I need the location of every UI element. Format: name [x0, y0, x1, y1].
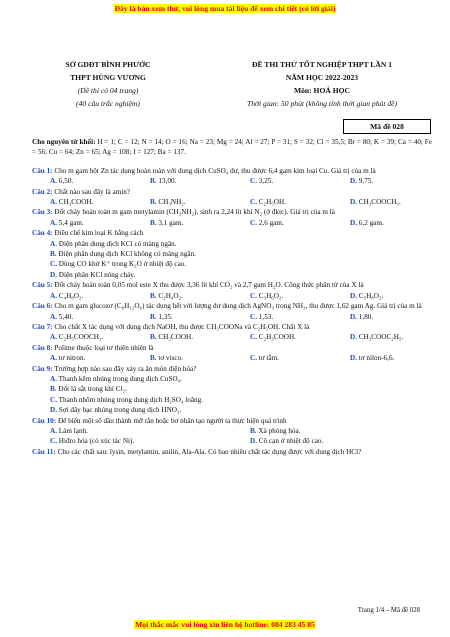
option-d[interactable]: D. 9,75.: [350, 177, 374, 186]
option-b[interactable]: B. 13,00.: [150, 177, 177, 186]
option-d[interactable]: D. 1,80.: [350, 312, 374, 321]
exam-code-box: Mã đề 028: [343, 119, 431, 134]
option-d[interactable]: D. tơ nilon-6,6.: [350, 354, 395, 363]
question-label: Câu 6:: [32, 302, 53, 311]
option-d[interactable]: D. 6,2 gam.: [350, 218, 384, 227]
top-banner-text: Đây là bản xem thử, vui lòng mua tài liệu để xem chi tiết (có lời giải): [114, 4, 336, 13]
question-9: [32, 364, 432, 374]
question-11: [32, 447, 432, 457]
question-label: Câu 11:: [32, 447, 56, 456]
question-label: Câu 5:: [32, 281, 53, 290]
bottom-banner: [0, 620, 450, 629]
page-footer: Trang 1/4 – Mã đề 028: [357, 607, 420, 614]
question-text: Đốt cháy hoàn toàn 0,05 mol este X thu được 3,36 lít khí CO₂ và 2,7 gam H₂O. Công thức phân tử của X là: [52, 281, 364, 290]
option-c[interactable]: C. 1,53.: [250, 312, 274, 321]
option-c[interactable]: C. Hiđro hóa (có xúc tác Ni).: [50, 437, 135, 446]
question-label: Câu 2:: [32, 187, 53, 196]
option-c[interactable]: C. C₂H₅OH.: [250, 198, 286, 207]
question-text: Điều chế kim loại K bằng cách: [52, 229, 144, 238]
question-5: [32, 280, 432, 290]
question-label: Câu 4:: [32, 229, 53, 238]
question-text: Chất nào sau đây là amin?: [52, 187, 131, 196]
atomic-mass-values: H = 1; C = 12; N = 14; O = 16; Na = 23; Mg = 24; Al = 27; P = 31; S = 32; Cl = 35,5; Br = 80; K = 39; Ca = 40; Fe = 56; Cu = 64; Zn = 65; Ag = 108; I = 127; Ba = 137.: [32, 138, 432, 157]
department-name: SỞ GDĐT BÌNH PHƯỚC: [65, 60, 151, 69]
exam-title: ĐỀ THI THỬ TỐT NGHIỆP THPT LẦN 1: [251, 60, 393, 69]
question-text: Cho chất X tác dụng với dung dịch NaOH, thu được CH₃COONa và C₂H₅OH. Chất X là: [52, 322, 310, 331]
question-label: Câu 3:: [32, 208, 53, 217]
option-c[interactable]: C. C₂H₃COOH.: [250, 333, 296, 342]
option-d[interactable]: D. Cô cạn ở nhiệt độ cao.: [250, 437, 324, 446]
school-name: THPT HÙNG VƯƠNG: [70, 73, 146, 82]
option-d[interactable]: D. CH₃COOCH₃.: [350, 198, 401, 207]
options-row: [32, 332, 432, 342]
option-a[interactable]: A. C₂H₅COOCH₃.: [50, 333, 104, 342]
option-a[interactable]: A. CH₃COOH.: [50, 198, 94, 207]
option-c[interactable]: C. Thanh nhôm nhúng trong dung dịch H₂SO₄ loãng.: [50, 395, 204, 404]
header-right: [206, 58, 438, 110]
option-b[interactable]: B. 1,35.: [150, 312, 173, 321]
options-row: [32, 218, 432, 228]
option-c[interactable]: C. tơ tằm.: [250, 354, 279, 363]
options-row: [32, 436, 432, 446]
atomic-mass-label: Cho nguyên tử khối:: [32, 138, 96, 146]
option-c[interactable]: C. 3,25.: [250, 177, 274, 186]
options-row: [32, 312, 432, 322]
option-a[interactable]: A. Thanh kẽm nhúng trong dung dịch CuSO₄.: [50, 374, 182, 383]
top-banner: [0, 4, 450, 13]
option-b[interactable]: B. C₂H₄O₂.: [150, 291, 183, 300]
duration-note: Thời gian: 50 phút (không tính thời gian phát đề): [246, 99, 398, 108]
school-year: NĂM HỌC 2022-2023: [285, 73, 359, 82]
option-a[interactable]: A. C₄H₈O₂.: [50, 291, 84, 300]
question-text: Để biến một số dầu thành mỡ rắn hoặc bơ nhân tạo người ta thực hiện quá trình: [56, 416, 287, 425]
question-4: [32, 228, 432, 238]
question-label: Câu 7:: [32, 322, 53, 331]
option-a[interactable]: A. Điện phân dung dịch KCl có màng ngăn.: [50, 239, 177, 248]
option-c[interactable]: C. 2,6 gam.: [250, 218, 284, 227]
question-label: Câu 1:: [32, 166, 53, 175]
question-count-note: (40 câu trắc nghiệm): [76, 99, 140, 108]
question-text: Trường hợp nào sau đây xảy ra ăn mòn điện hóa?: [52, 364, 197, 373]
option-a[interactable]: A. 5,40.: [50, 312, 74, 321]
question-label: Câu 8:: [32, 343, 53, 352]
page-count-note: (Đề thi có 04 trang): [77, 86, 139, 95]
question-text: Đốt cháy hoàn toàn m gam metylamin (CH₃NH₂), sinh ra 2,24 lít khí N₂ (ở đktc). Giá trị của m là: [52, 208, 335, 217]
option-b[interactable]: B. tơ visco.: [150, 354, 183, 363]
options-row: [32, 291, 432, 301]
option-b[interactable]: B. CH₃COOH.: [150, 333, 194, 342]
option-b[interactable]: B. Điện phân dung dịch KCl không có màng ngăn.: [50, 250, 196, 259]
atomic-mass-note: [32, 137, 432, 158]
option-d[interactable]: D. Sợi dây bạc nhúng trong dung dịch HNO₃.: [50, 406, 182, 415]
question-1: [32, 166, 432, 176]
options-row: [32, 353, 432, 363]
option-b[interactable]: B. CH₃NH₂.: [150, 198, 186, 207]
exam-content: [32, 137, 432, 457]
question-text: Cho các chất sau: lysin, metylamin, anilin, Ala-Ala. Có bao nhiêu chất tác dụng được với dung dịch HCl?: [55, 447, 362, 456]
hotline-text: Mọi thắc mắc vui lòng xin liên hệ hotline: 084 283 45 85: [135, 620, 315, 629]
option-a[interactable]: A. tơ nitron.: [50, 354, 86, 363]
option-a[interactable]: A. 6,50.: [50, 177, 74, 186]
option-c[interactable]: C. Dùng CO khử K⁺ trong K₂O ở nhiệt độ cao.: [50, 260, 187, 269]
options-row: [32, 197, 432, 207]
option-d[interactable]: D. C₅H₈O₂.: [350, 291, 384, 300]
question-text: Cho m gam glucozơ (C₆H₁₂O₆) tác dụng hết với lượng dư dung dịch AgNO₃ trong NH₃, thu được 1,62 gam Ag. Giá trị của m là: [52, 302, 422, 311]
options-row: [32, 426, 432, 436]
question-10: [32, 416, 432, 426]
question-label: Câu 9:: [32, 364, 53, 373]
option-a[interactable]: A. 5,4 gam.: [50, 218, 84, 227]
question-text: Polime thuộc loại tơ thiên nhiên là: [52, 343, 154, 352]
option-a[interactable]: A. Làm lạnh.: [50, 426, 88, 435]
option-d[interactable]: D. Điện phân KCl nóng chảy.: [50, 270, 136, 279]
question-3: [32, 207, 432, 217]
option-b[interactable]: B. Đốt lá sắt trong khí Cl₂.: [50, 385, 127, 394]
option-b[interactable]: B. Xà phòng hóa.: [250, 426, 301, 435]
option-d[interactable]: D. CH₃COOC₂H₅.: [350, 333, 404, 342]
question-7: [32, 322, 432, 332]
subject: Môn: HOÁ HỌC: [293, 86, 351, 95]
question-text: Cho m gam bột Zn tác dụng hoàn toàn với dung dịch CuSO₄ dư, thu được 6,4 gam kim loại Cu. Giá trị của m là: [52, 166, 376, 175]
option-b[interactable]: B. 3,1 gam.: [150, 218, 184, 227]
header-left: [18, 58, 198, 110]
question-2: [32, 187, 432, 197]
option-c[interactable]: C. C₃H₆O₂.: [250, 291, 284, 300]
question-8: [32, 343, 432, 353]
options-row: [32, 176, 432, 186]
question-6: [32, 301, 432, 311]
question-label: Câu 10:: [32, 416, 57, 425]
